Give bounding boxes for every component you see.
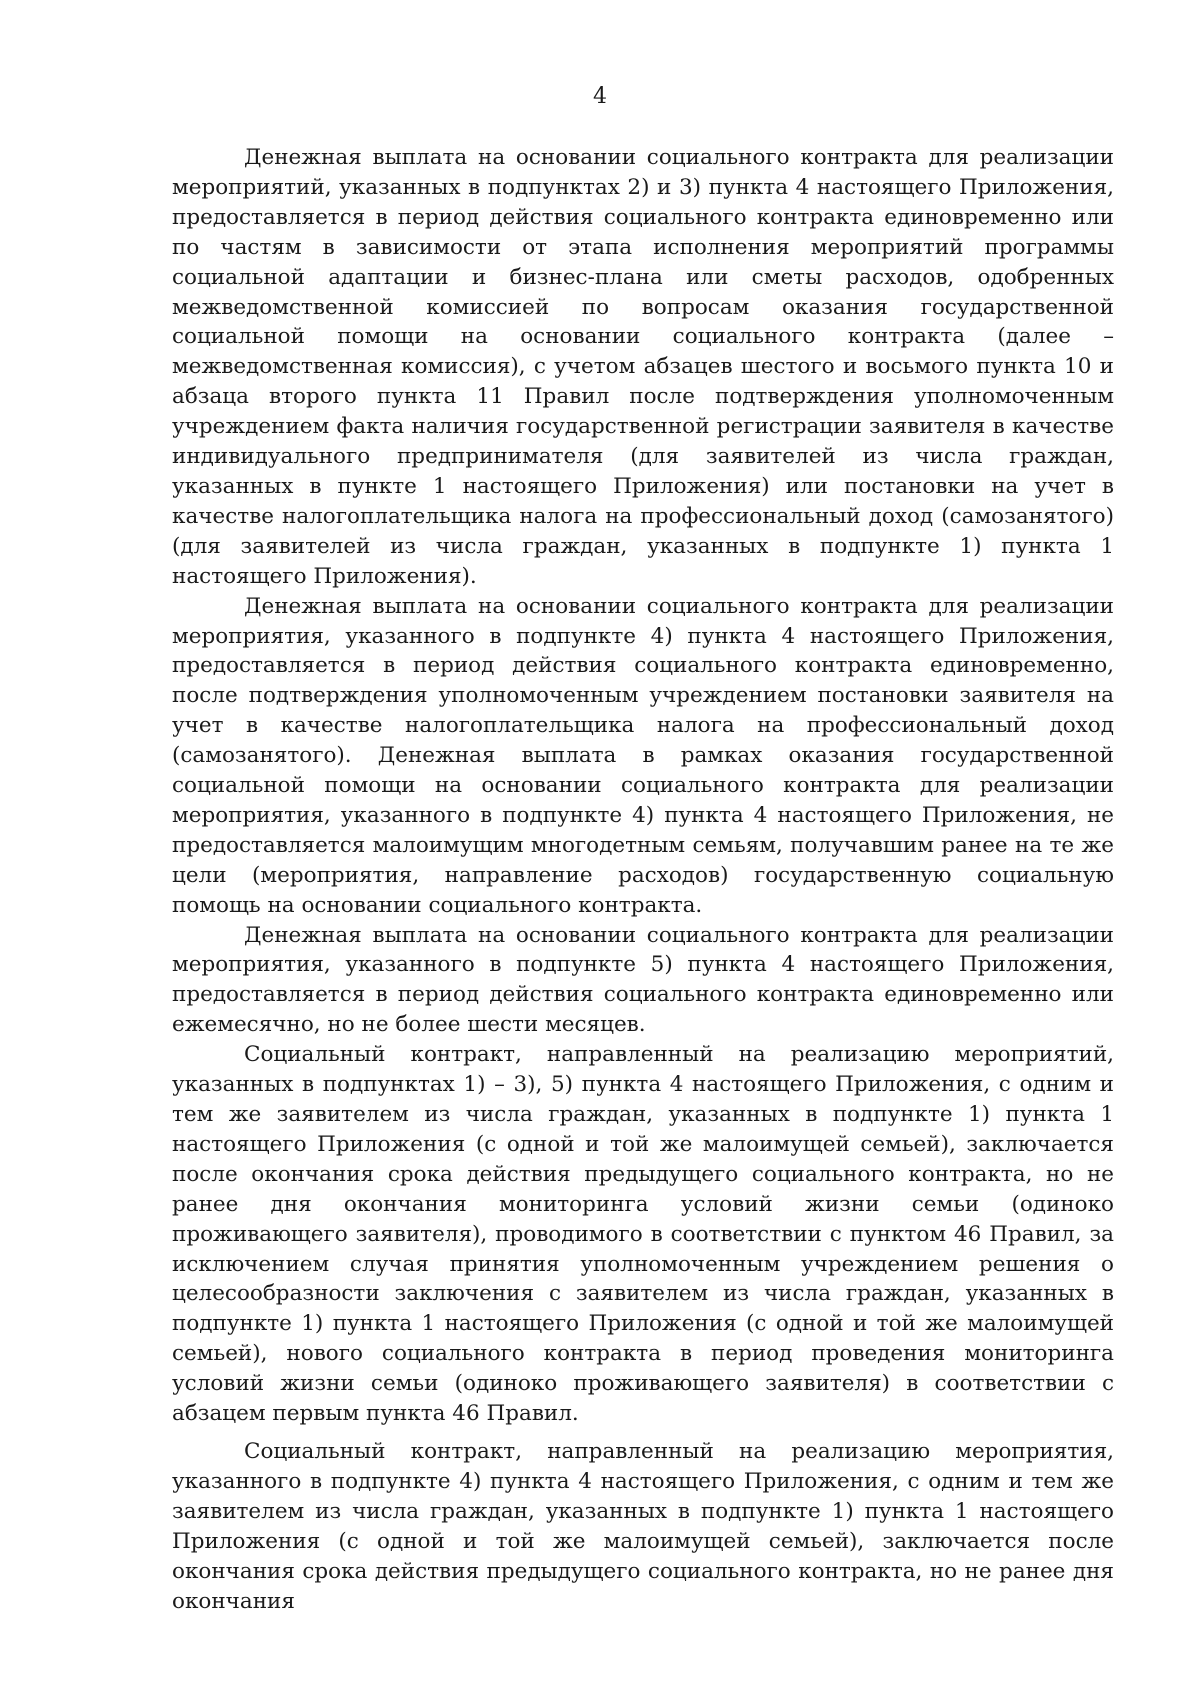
document-body bbox=[172, 143, 1114, 1616]
paragraph-4: Социальный контракт, направленный на реализацию мероприятий, указанных в подпунктах 1) – 3), 5) пункта 4 настоящего Приложения, с одним и тем же заявителем из числа граждан, указанных в подпункте 1) пункта 1 настоящего Приложения (с одной и той же малоимущей семьей), заключается после окончания срока действия предыдущего социального контракта, но не ранее дня окончания мониторинга условий жизни семьи (одиноко проживающего заявителя), проводимого в соответствии с пунктом 46 Правил, за исключением случая принятия уполномоченным учреждением решения о целесообразности заключения с заявителем из числа граждан, указанных в подпункте 1) пункта 1 настоящего Приложения (с одной и той же малоимущей семьей), нового социального контракта в период проведения мониторинга условий жизни семьи (одиноко проживающего заявителя) в соответствии с абзацем первым пункта 46 Правил. bbox=[172, 1042, 1114, 1427]
paragraph-3: Денежная выплата на основании социального контракта для реализации мероприятия, указанного в подпункте 5) пункта 4 настоящего Приложения, предоставляется в период действия социального контракта единовременно или ежемесячно, но не более шести месяцев. bbox=[172, 922, 1114, 1038]
paragraph-1: Денежная выплата на основании социального контракта для реализации мероприятий, указанных в подпунктах 2) и 3) пункта 4 настоящего Приложения, предоставляется в период действия социального контракта единовременно или по частям в зависимости от этапа исполнения мероприятий программы социальной адаптации и бизнес-плана или сметы расходов, одобренных межведомственной комиссией по вопросам оказания государственной социальной помощи на основании социального контракта (далее – межведомственная комиссия), с учетом абзацев шестого и восьмого пункта 10 и абзаца второго пункта 11 Правил после подтверждения уполномоченным учреждением факта наличия государственной регистрации заявителя в качестве индивидуального предпринимателя (для заявителей из числа граждан, указанных в пункте 1 настоящего Приложения) или постановки на учет в качестве налогоплательщика налога на профессиональный доход (самозанятого) (для заявителей из числа граждан, указанных в подпункте 1) пункта 1 настоящего Приложения). bbox=[172, 145, 1114, 589]
page-number: 4 bbox=[593, 84, 607, 109]
paragraph-2: Денежная выплата на основании социального контракта для реализации мероприятия, указанного в подпункте 4) пункта 4 настоящего Приложения, предоставляется в период действия социального контракта единовременно, после подтверждения уполномоченным учреждением постановки заявителя на учет в качестве налогоплательщика налога на профессиональный доход (самозанятого). Денежная выплата в рамках оказания государственной социальной помощи на основании социального контракта для реализации мероприятия, указанного в подпункте 4) пункта 4 настоящего Приложения, не предоставляется малоимущим многодетным семьям, получавшим ранее на те же цели (мероприятия, направление расходов) государственную социальную помощь на основании социального контракта. bbox=[172, 593, 1114, 918]
paragraph-5: Социальный контракт, направленный на реализацию мероприятия, указанного в подпункте 4) пункта 4 настоящего Приложения, с одним и тем же заявителем из числа граждан, указанных в подпункте 1) пункта 1 настоящего Приложения (с одной и той же малоимущей семьей), заключается после окончания срока действия предыдущего социального контракта, но не ранее дня окончания bbox=[172, 1438, 1114, 1614]
